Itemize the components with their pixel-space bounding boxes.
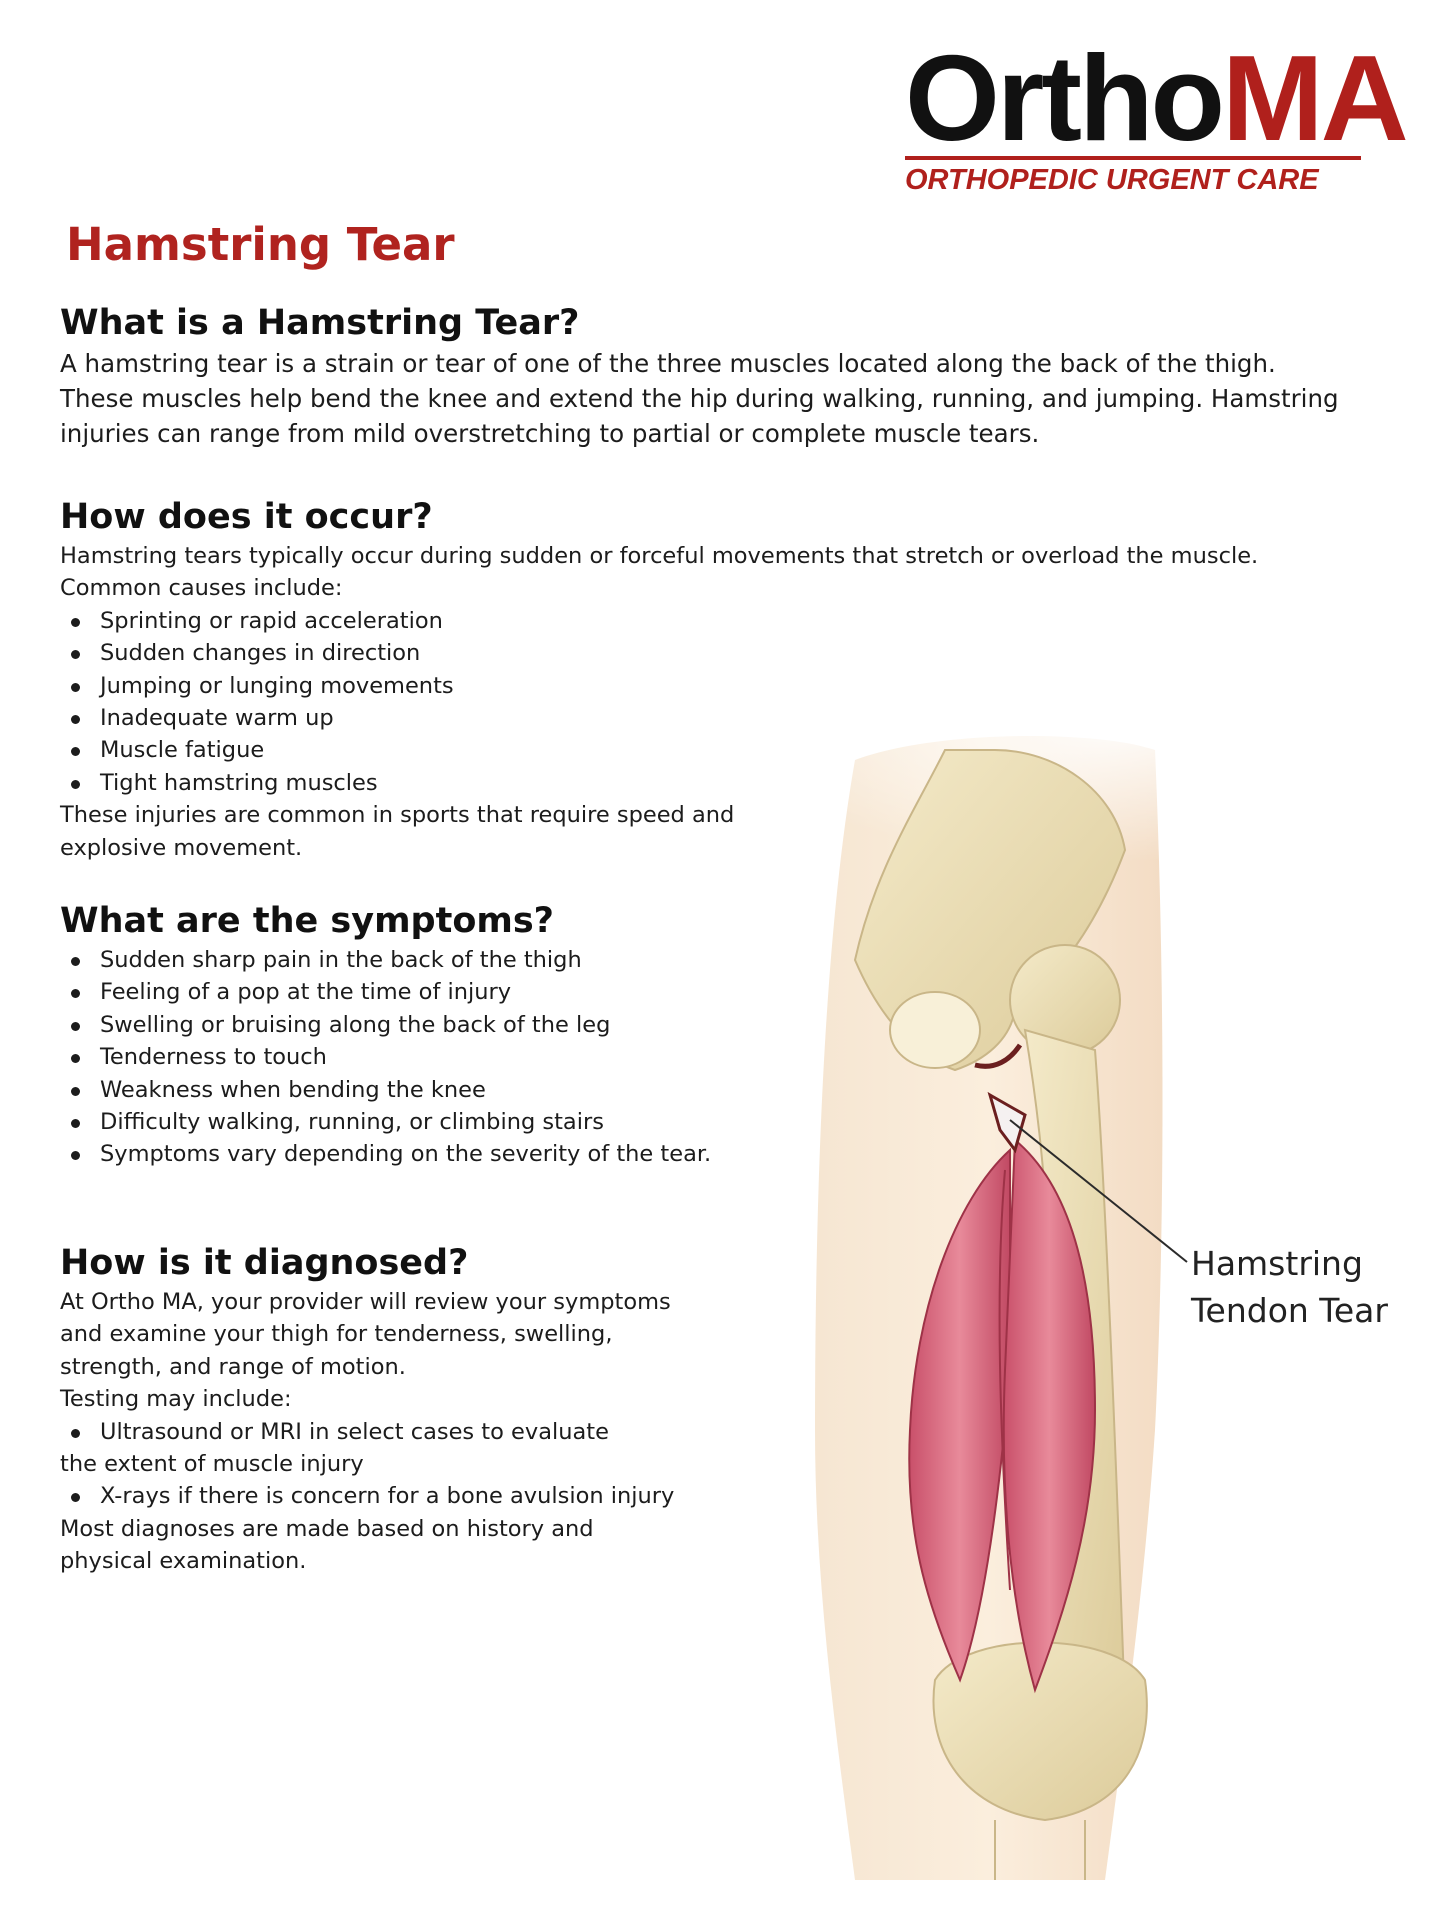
how-intro-line: Common causes include: [60, 575, 343, 602]
test-continuation: the extent of muscle injury [60, 1451, 364, 1478]
section-what-is [60, 300, 1339, 451]
section-heading-how-occurs: How does it occur? [60, 497, 433, 537]
section-heading-diagnosed: How is it diagnosed? [60, 1243, 469, 1283]
what-is-line: These muscles help bend the knee and extend the hip during walking, running, and jumping. Hamstring [60, 384, 1339, 413]
how-outro-line: These injuries are common in sports that require speed and [60, 802, 735, 829]
logo-ma: MA [1222, 30, 1406, 166]
illustration-label [1191, 1240, 1431, 1334]
what-is-line: injuries can range from mild overstretching to partial or complete muscle tears. [60, 419, 1040, 448]
diagnosed-outro-line: physical examination. [60, 1548, 307, 1575]
section-heading-symptoms: What are the symptoms? [60, 901, 554, 941]
diagnosed-intro-line: At Ortho MA, your provider will review your symptoms [60, 1289, 671, 1315]
logo-ortho: Ortho [905, 30, 1223, 166]
list-item: Symptoms vary depending on the severity of the tear. [60, 1138, 711, 1170]
list-item: Feeling of a pop at the time of injury [60, 976, 711, 1008]
tests-list [60, 1480, 674, 1512]
illustration-label-line: Tendon Tear [1191, 1291, 1388, 1330]
diagnosed-outro-line: Most diagnoses are made based on history and [60, 1515, 594, 1542]
list-item: Tenderness to touch [60, 1041, 711, 1073]
list-item: Difficulty walking, running, or climbing stairs [60, 1106, 711, 1138]
list-item: Swelling or bruising along the back of the leg [60, 1009, 711, 1041]
list-item: Sudden changes in direction [60, 637, 1258, 669]
list-item: Ultrasound or MRI in select cases to evaluate [60, 1416, 674, 1448]
symptoms-list [60, 944, 711, 1171]
list-item: Muscle fatigue [60, 734, 1258, 766]
list-item: Tight hamstring muscles [60, 767, 1258, 799]
what-is-line: A hamstring tear is a strain or tear of one of the three muscles located along the back of the thigh. [60, 349, 1276, 378]
how-intro-line: Hamstring tears typically occur during sudden or forceful movements that stretch or overload the muscle. [60, 543, 1259, 569]
tests-list [60, 1416, 674, 1448]
illustration-label-line: Hamstring [1191, 1244, 1363, 1283]
list-item: Jumping or lunging movements [60, 670, 1258, 702]
list-item: X-rays if there is concern for a bone avulsion injury [60, 1480, 674, 1512]
diagnosed-body [60, 1286, 674, 1578]
section-diagnosed [60, 1240, 674, 1578]
logo-wordmark [905, 30, 1406, 166]
list-item: Sprinting or rapid acceleration [60, 605, 1258, 637]
symptoms-body [60, 944, 711, 1171]
list-item: Inadequate warm up [60, 702, 1258, 734]
list-item: Weakness when bending the knee [60, 1074, 711, 1106]
diagnosed-intro-line: strength, and range of motion. [60, 1353, 406, 1380]
list-item: Sudden sharp pain in the back of the thigh [60, 944, 711, 976]
orthoma-logo [905, 30, 1406, 197]
what-is-paragraph [60, 346, 1339, 451]
how-outro-line: explosive movement. [60, 834, 303, 861]
diagnosed-intro-line: and examine your thigh for tenderness, swelling, [60, 1321, 613, 1348]
logo-subtitle: ORTHOPEDIC URGENT CARE [905, 164, 1319, 196]
section-heading-what-is: What is a Hamstring Tear? [60, 303, 580, 343]
section-symptoms [60, 898, 711, 1171]
page-title: Hamstring Tear [66, 218, 455, 271]
diagnosed-intro-line: Testing may include: [60, 1386, 292, 1413]
